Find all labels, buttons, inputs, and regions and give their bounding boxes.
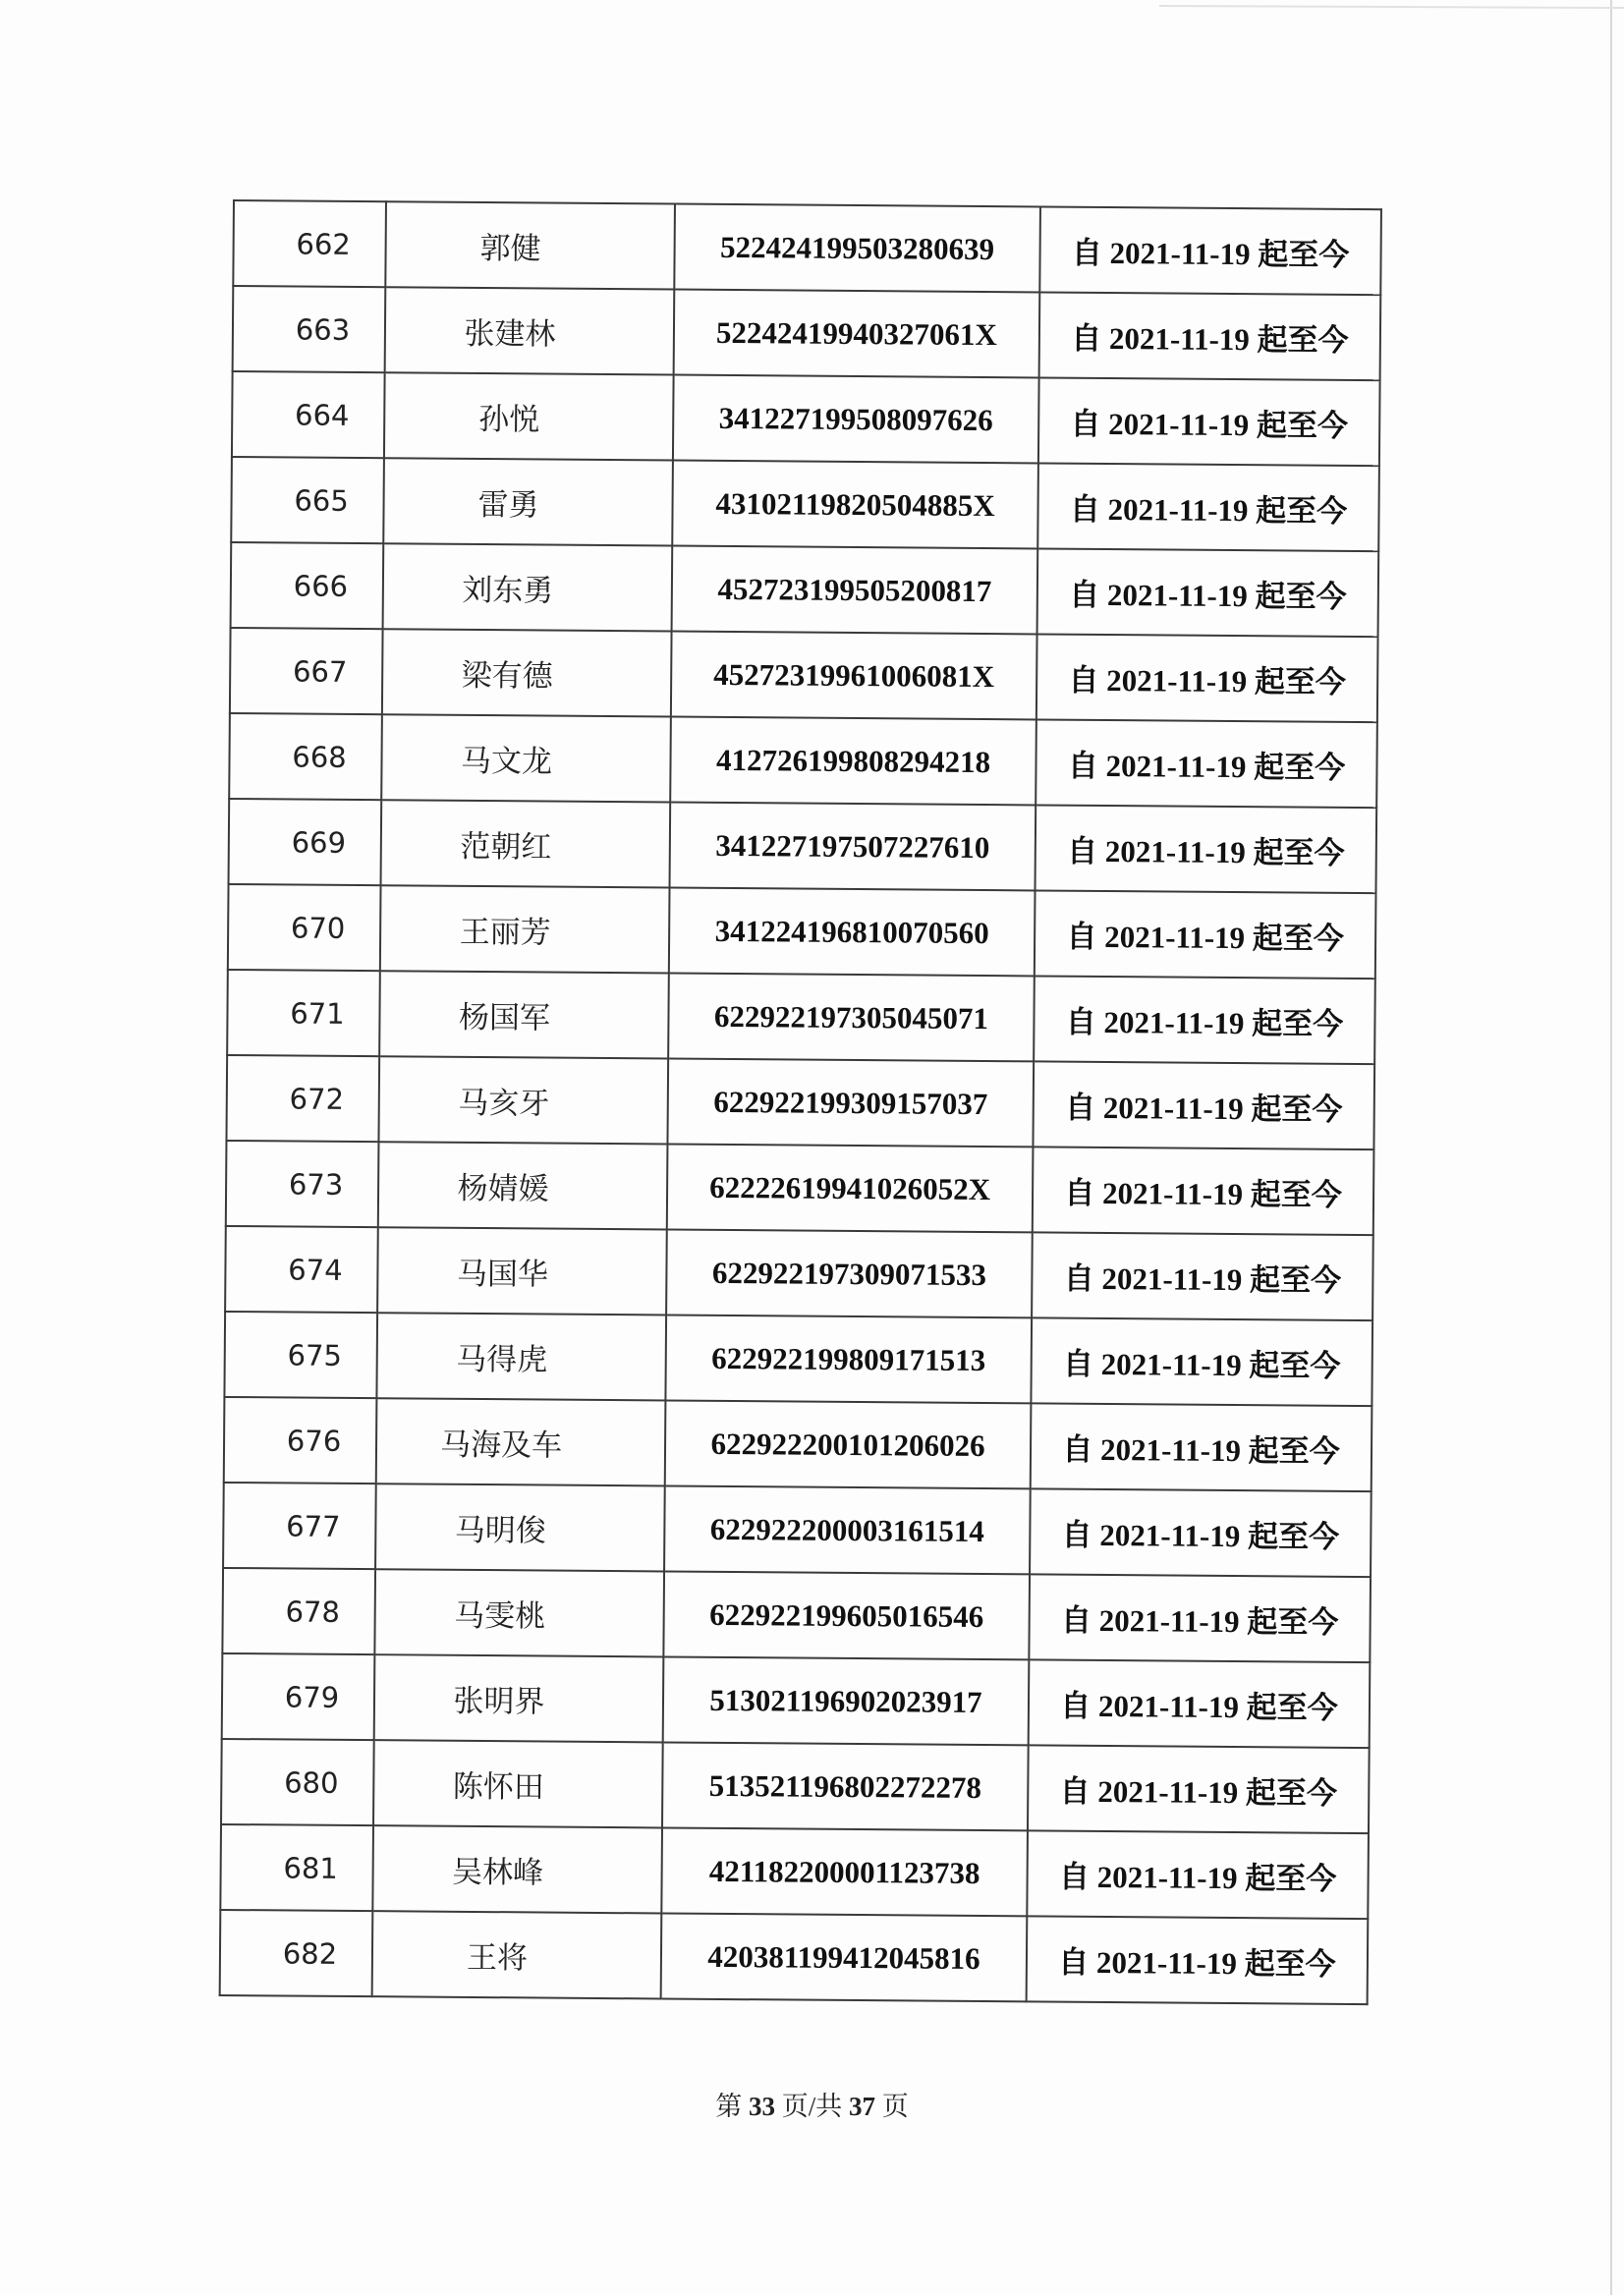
row-number: 664 (232, 371, 385, 458)
person-name: 马文龙 (381, 714, 671, 802)
validity-period: 自 2021-11-19 起至今 (1029, 1574, 1371, 1662)
person-name: 刘东勇 (383, 543, 673, 631)
validity-period: 自 2021-11-19 起至今 (1037, 463, 1379, 551)
footer-middle: 页/共 (781, 2092, 843, 2121)
table-row (230, 628, 1378, 722)
row-number: 667 (230, 628, 383, 714)
person-name: 雷勇 (383, 458, 673, 545)
row-number: 675 (224, 1312, 377, 1398)
validity-period: 自 2021-11-19 起至今 (1031, 1403, 1372, 1491)
row-number: 673 (226, 1141, 379, 1227)
id-number: 452723199505200817 (672, 546, 1038, 635)
id-number: 52242419940327061X (674, 290, 1040, 378)
footer-current-page: 33 (748, 2092, 775, 2121)
row-number: 672 (226, 1055, 379, 1142)
person-name: 杨国军 (379, 971, 669, 1058)
validity-period: 自 2021-11-19 起至今 (1033, 1061, 1374, 1149)
validity-period: 自 2021-11-19 起至今 (1029, 1659, 1371, 1748)
table-row (232, 371, 1380, 466)
row-number: 666 (231, 542, 384, 629)
id-number: 45272319961006081X (671, 632, 1037, 720)
table-row (233, 286, 1381, 380)
row-number: 663 (233, 286, 386, 372)
table-row (222, 1568, 1371, 1662)
id-number: 341224196810070560 (669, 888, 1036, 977)
id-number: 420381199412045816 (661, 1913, 1028, 2001)
row-number: 674 (225, 1226, 378, 1313)
row-number: 662 (233, 200, 386, 287)
validity-period: 自 2021-11-19 起至今 (1035, 890, 1376, 979)
id-number: 622922200003161514 (664, 1485, 1031, 1574)
person-name: 范朝红 (381, 800, 671, 887)
validity-period: 自 2021-11-19 起至今 (1039, 206, 1381, 295)
id-number: 513021196902023917 (663, 1656, 1030, 1745)
validity-period: 自 2021-11-19 起至今 (1039, 292, 1381, 380)
id-number: 62222619941026052X (667, 1145, 1034, 1233)
row-number: 671 (227, 970, 380, 1056)
validity-period: 自 2021-11-19 起至今 (1036, 805, 1377, 893)
row-number: 665 (231, 457, 384, 543)
table-row (224, 1312, 1372, 1406)
table-row (222, 1653, 1371, 1748)
id-number: 421182200001123738 (661, 1827, 1028, 1916)
table-row (228, 884, 1376, 979)
table-row (220, 1910, 1369, 2004)
id-number: 622922200101206026 (665, 1400, 1032, 1488)
row-number: 668 (229, 713, 382, 800)
roster-table-body (220, 200, 1381, 2004)
id-number: 622922199605016546 (663, 1571, 1030, 1659)
person-name: 孙悦 (384, 372, 674, 460)
page-footer (0, 2085, 1624, 2123)
person-name: 马雯桃 (374, 1569, 664, 1656)
person-name: 吴林峰 (372, 1825, 662, 1913)
id-number: 341227197507227610 (670, 803, 1036, 891)
person-name: 杨婧媛 (378, 1142, 668, 1229)
footer-total-pages: 37 (849, 2092, 875, 2121)
row-number: 669 (229, 799, 382, 885)
validity-period: 自 2021-11-19 起至今 (1034, 976, 1375, 1064)
row-number: 679 (222, 1653, 375, 1740)
person-name: 梁有德 (382, 629, 672, 716)
person-name: 马得虎 (376, 1313, 666, 1400)
table-row (225, 1226, 1373, 1320)
person-name: 郭健 (385, 201, 675, 289)
roster-table (219, 199, 1382, 2005)
table-row (221, 1739, 1370, 1833)
table-row (223, 1483, 1372, 1577)
id-number: 622922199809171513 (665, 1315, 1032, 1403)
row-number: 670 (228, 884, 381, 971)
person-name: 张明界 (374, 1654, 664, 1742)
id-number: 412726199808294218 (670, 717, 1036, 806)
table-row (231, 457, 1379, 551)
id-number: 622922199309157037 (667, 1059, 1034, 1148)
person-name: 马海及车 (376, 1398, 666, 1485)
table-row (226, 1055, 1374, 1149)
row-number: 682 (220, 1910, 373, 1996)
table-row (220, 1824, 1369, 1919)
validity-period: 自 2021-11-19 起至今 (1028, 1745, 1370, 1833)
table-row (233, 200, 1381, 295)
person-name: 王将 (372, 1911, 662, 1998)
validity-period: 自 2021-11-19 起至今 (1030, 1488, 1372, 1577)
row-number: 678 (222, 1568, 375, 1654)
table-row (227, 970, 1375, 1064)
person-name: 马明俊 (375, 1483, 665, 1571)
validity-period: 自 2021-11-19 起至今 (1027, 1830, 1369, 1919)
validity-period: 自 2021-11-19 起至今 (1036, 719, 1377, 808)
table-row (229, 799, 1377, 893)
validity-period: 自 2021-11-19 起至今 (1037, 548, 1379, 637)
person-name: 马国华 (377, 1227, 667, 1315)
person-name: 张建林 (385, 287, 675, 374)
roster-table-wrapper (219, 199, 1382, 2005)
id-number: 622922197305045071 (668, 974, 1035, 1062)
table-row (231, 542, 1379, 637)
person-name: 王丽芳 (380, 885, 670, 973)
footer-suffix: 页 (881, 2092, 909, 2121)
id-number: 341227199508097626 (673, 375, 1039, 464)
row-number: 677 (223, 1483, 376, 1569)
id-number: 522424199503280639 (674, 204, 1040, 293)
person-name: 陈怀田 (373, 1740, 663, 1827)
table-row (226, 1141, 1374, 1235)
validity-period: 自 2021-11-19 起至今 (1032, 1232, 1373, 1320)
validity-period: 自 2021-11-19 起至今 (1033, 1147, 1374, 1235)
validity-period: 自 2021-11-19 起至今 (1027, 1916, 1369, 2004)
validity-period: 自 2021-11-19 起至今 (1036, 634, 1378, 722)
table-row (229, 713, 1377, 808)
validity-period: 自 2021-11-19 起至今 (1038, 377, 1380, 466)
person-name: 马亥牙 (378, 1056, 668, 1144)
footer-prefix: 第 (715, 2092, 743, 2121)
id-number: 43102119820504885X (672, 461, 1038, 549)
id-number: 513521196802272278 (662, 1742, 1029, 1830)
table-row (224, 1397, 1372, 1491)
id-number: 622922197309071533 (666, 1230, 1033, 1318)
row-number: 681 (220, 1824, 373, 1911)
row-number: 676 (224, 1397, 377, 1483)
row-number: 680 (221, 1739, 374, 1825)
validity-period: 自 2021-11-19 起至今 (1031, 1317, 1372, 1406)
